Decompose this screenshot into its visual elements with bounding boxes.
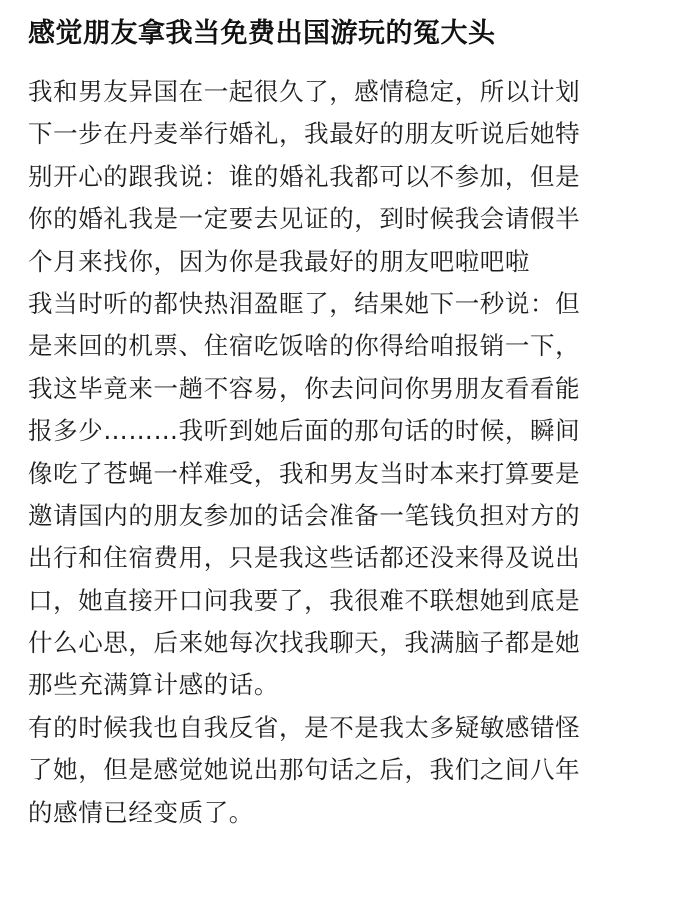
body-line: 出行和住宿费用，只是我这些话都还没来得及说出 [28, 543, 581, 573]
post-title: 感觉朋友拿我当免费出国游玩的冤大头 [28, 18, 496, 49]
body-line: 个月来找你，因为你是我最好的朋友吧啦吧啦 [28, 246, 530, 276]
post [28, 0, 678, 834]
post-body [28, 71, 678, 834]
body-line: 那些充满算计感的话。 [28, 670, 279, 700]
body-line: 我这毕竟来一趟不容易，你去问问你男朋友看看能 [28, 373, 581, 403]
body-line: 了她，但是感觉她说出那句话之后，我们之间八年 [28, 755, 581, 785]
body-line: 像吃了苍蝇一样难受，我和男友当时本来打算要是 [28, 458, 581, 488]
body-line: 的感情已经变质了。 [28, 797, 254, 827]
body-line: 有的时候我也自我反省，是不是我太多疑敏感错怪 [28, 712, 581, 742]
body-line: 我和男友异国在一起很久了，感情稳定，所以计划 [28, 77, 581, 106]
body-line: 下一步在丹麦举行婚礼，我最好的朋友听说后她特 [28, 119, 581, 149]
body-line: 报多少………我听到她后面的那句话的时候，瞬间 [28, 416, 581, 446]
body-line: 邀请国内的朋友参加的话会准备一笔钱负担对方的 [28, 500, 581, 530]
body-line: 你的婚礼我是一定要去见证的，到时候我会请假半 [28, 204, 581, 234]
body-line: 口，她直接开口问我要了，我很难不联想她到底是 [28, 585, 581, 615]
body-line: 我当时听的都快热泪盈眶了，结果她下一秒说：但 [28, 288, 581, 318]
body-line: 别开心的跟我说：谁的婚礼我都可以不参加，但是 [28, 161, 581, 191]
body-line: 什么心思，后来她每次找我聊天，我满脑子都是她 [28, 628, 581, 658]
body-line: 是来回的机票、住宿吃饭啥的你得给咱报销一下， [28, 331, 581, 361]
